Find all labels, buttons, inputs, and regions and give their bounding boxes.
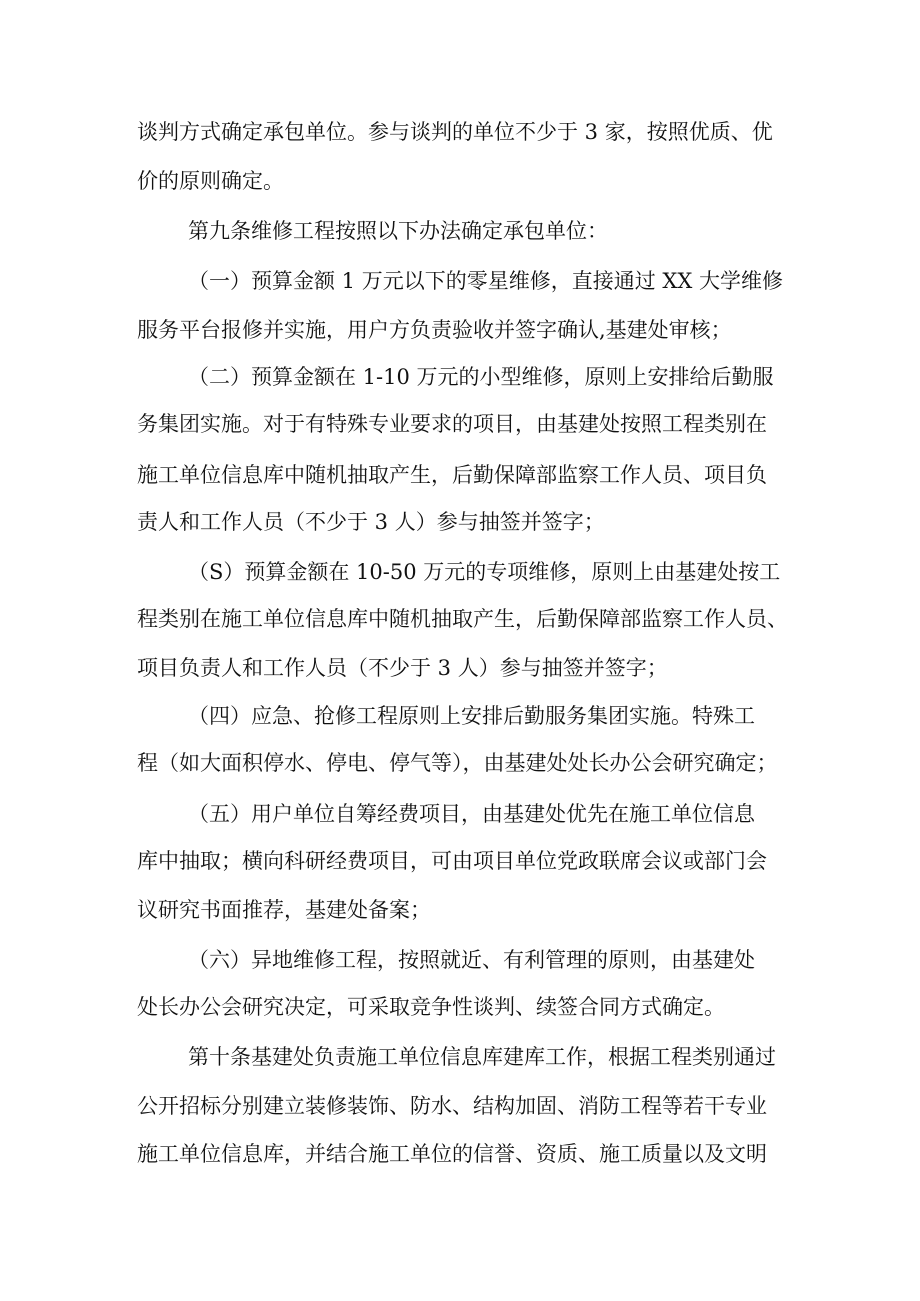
text-line: 程（如大面积停水、停电、停气等），由基建处处长办公会研究确定； (137, 751, 778, 775)
text-line: 议研究书面推荐，基建处备案； (137, 898, 431, 922)
text-line: 施工单位信息库，并结合施工单位的信誉、资质、施工质量以及文明 (137, 1142, 767, 1166)
text-line: 价的原则确定。 (137, 169, 284, 193)
text-line: 项目负责人和工作人员（不少于 3 人）参与抽签并签字； (137, 656, 668, 680)
article-10-heading: 第十条基建处负责施工单位信息库建库工作，根据工程类别通过 (188, 1045, 776, 1069)
text-line: 施工单位信息库中随机抽取产生，后勤保障部监察工作人员、项目负 (137, 463, 767, 487)
text-line: 谈判方式确定承包单位。参与谈判的单位不少于 3 家，按照优质、优 (137, 120, 773, 144)
text-line: 责人和工作人员（不少于 3 人）参与抽签并签字； (137, 510, 605, 534)
text-line: 程类别在施工单位信息库中随机抽取产生，后勤保障部监察工作人员、 (137, 607, 788, 631)
text-line: （二）预算金额在 1-10 万元的小型维修，原则上安排给后勤服 (188, 365, 774, 389)
text-line: 服务平台报修并实施，用户方负责验收并签字确认,基建处审核； (137, 318, 732, 342)
text-line: （六）异地维修工程，按照就近、有利管理的原则，由基建处 (188, 948, 755, 972)
article-9-heading: 第九条维修工程按照以下办法确定承包单位： (188, 219, 608, 243)
text-line: 处长办公会研究决定，可采取竞争性谈判、续签合同方式确定。 (137, 995, 725, 1019)
text-line: 务集团实施。对于有特殊专业要求的项目，由基建处按照工程类别在 (137, 412, 767, 436)
text-line: 库中抽取；横向科研经费项目，可由项目单位党政联席会议或部门会 (137, 849, 767, 873)
text-line: （S）预算金额在 10-50 万元的专项维修，原则上由基建处按工 (188, 560, 781, 584)
text-line: （四）应急、抢修工程原则上安排后勤服务集团实施。特殊工 (188, 704, 755, 728)
text-line: （一）预算金额 1 万元以下的零星维修，直接通过 XX 大学维修 (188, 269, 783, 293)
text-line: 公开招标分别建立装修装饰、防水、结构加固、消防工程等若干专业 (137, 1094, 767, 1118)
text-line: （五）用户单位自筹经费项目，由基建处优先在施工单位信息 (188, 802, 755, 826)
